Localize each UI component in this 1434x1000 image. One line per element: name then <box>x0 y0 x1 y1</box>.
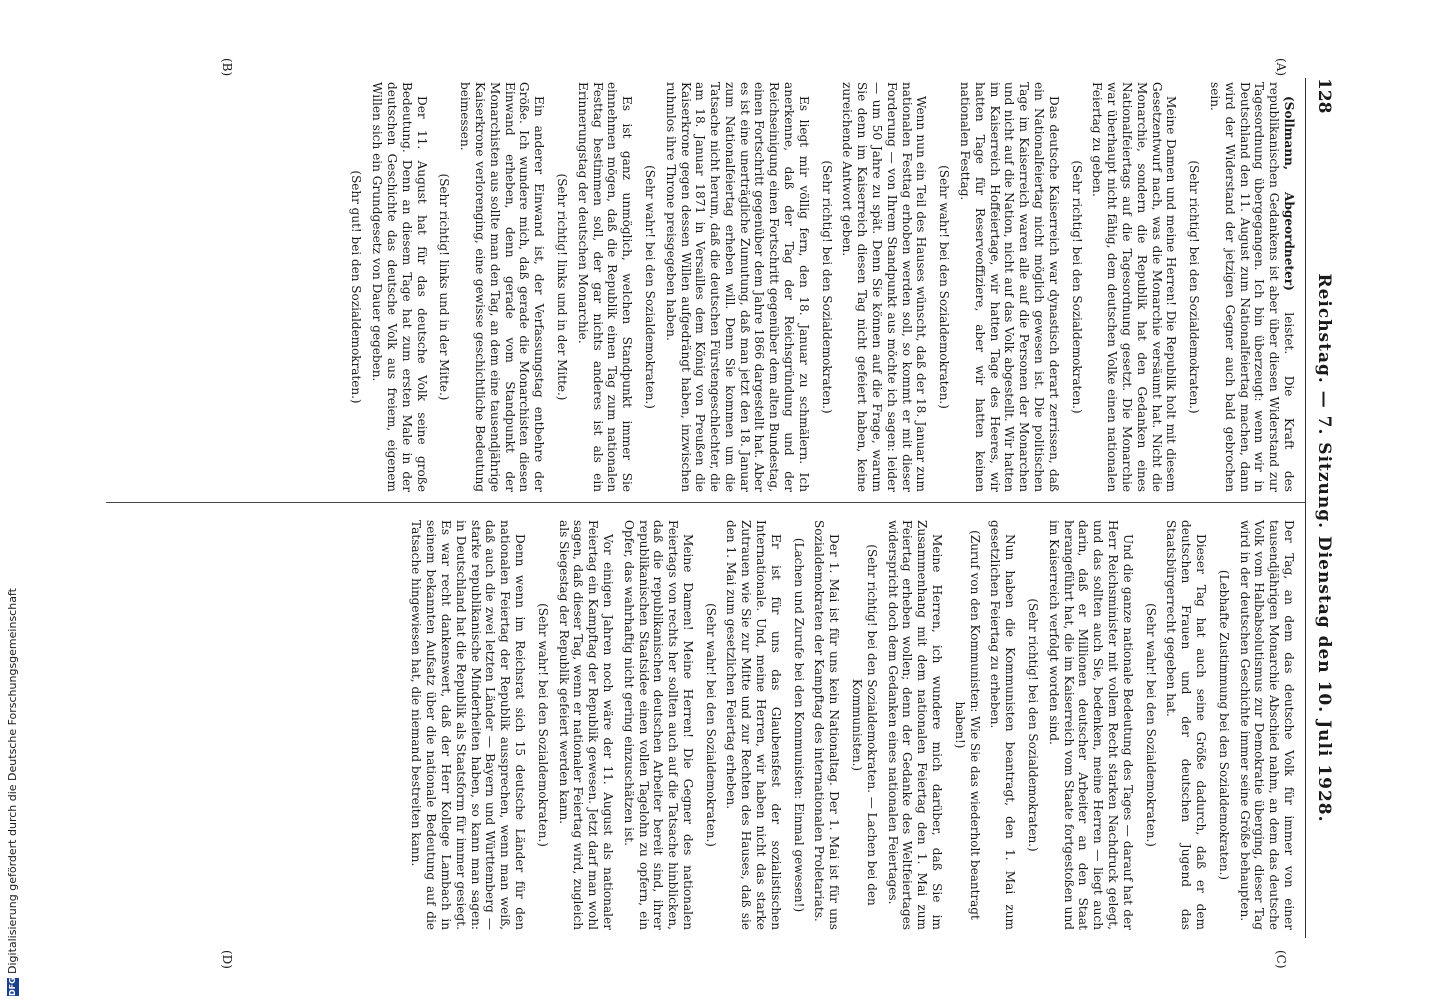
paragraph <box>1164 520 1208 930</box>
paragraph <box>369 82 428 492</box>
paragraph-text: Das deutsche Kaiserreich war dynastisch derart zerrissen, daß ein Nationalfeiertag nicht möglich gewesen ist. Die politischen Tage im Kaiserreich waren alle auf die Personen der Monarchen und nicht auf die Nation, nicht auf das Volk abgestellt. Wir hatten im Kaiserreich Hoffeiertage, wir hatten Tage des Heeres, wir hatten Tage für Reserveoffiziere, aber wir hatten keinen nationalen Festtag. <box>958 82 1061 492</box>
page-header <box>1294 78 1334 938</box>
paragraph-text: Vor einigen Jahren noch wäre der 11. August als nationaler Feiertag ein Kampftag der Republik gewesen. Jetzt darf man wohl sagen, daß dieser Tag, wenn er nationaler Feiertag wird, zugleich als Siegestag der Republik gefeiert werden kann. <box>556 520 615 930</box>
paragraph-text: leistet. Die Kraft des republikanischen Gedankens ist aber über diesen Widerstand zur Tagesordnung übergegangen. Ich bin überzeugt: wenn wir in Deutschland den 11. August zum Nationalfeiertag machen, dann wird der Widerstand der jetzigen Gegner auch bald gebrochen sein. <box>1208 82 1296 492</box>
interjection: (Sehr richtig! bei den Sozialdemokraten.) <box>1187 160 1202 414</box>
paragraph-text: Der 11. August hat für das deutsche Volk seine große Bedeutung. Denn an diesem Tage hat zum ersten Male in der deutschen Geschichte das deutsche Volk aus freiem, eigenem Willen sich ein Grundgesetz von Dauer gegeben. <box>370 82 429 492</box>
paragraph <box>724 520 783 930</box>
paragraph <box>885 520 944 930</box>
left-column <box>341 82 1296 492</box>
paragraph <box>663 82 811 492</box>
interjection: (Sehr richtig! links und in der Mitte.) <box>437 173 452 401</box>
page-number: 128 <box>1314 78 1334 114</box>
paragraph <box>988 520 1018 930</box>
interjection: (Sehr wahr! bei den Sozialdemokraten.) <box>1143 603 1158 847</box>
paragraph <box>1207 82 1296 492</box>
paragraph-text: Meine Damen und meine Herren! Die Republik holt mit diesem Gesetzentwurf nach, was die Monarchie versäumt hat. Nicht die Monarchie, sondern die Republik hat den Gedanken eines Nationalfeiertags auf die Tagesordnung gesetzt. Die Monarchie war überhaupt nicht fähig, dem deutschen Volke einen nationalen Feiertag zu geben. <box>1090 82 1179 492</box>
digitization-note <box>6 0 19 996</box>
paragraph <box>556 520 615 930</box>
interjection: (Sehr wahr! bei den Sozialdemokraten.) <box>642 165 657 409</box>
paragraph <box>1237 520 1296 930</box>
paragraph <box>1046 520 1135 930</box>
interjection: (Sehr richtig! bei den Sozialdemokraten.) <box>1069 160 1084 414</box>
interjection: (Lebhafte Zustimmung bei den Sozialdemokraten.) <box>1216 569 1231 881</box>
interjection: (Lachen und Zurufe bei den Kommunisten: Einmal gewesen!) <box>791 537 806 913</box>
interjection: (Sehr richtig! links und in der Mitte.) <box>554 173 569 401</box>
margin-mark-a: (A) <box>1274 58 1288 77</box>
paragraph <box>457 82 546 492</box>
margin-mark-d: (D) <box>220 950 234 969</box>
paragraph <box>957 82 1061 492</box>
paragraph-text: Nun haben die Kommunisten beantragt, den 1. Mai zum gesetzlichen Feiertag zu erheben. <box>988 520 1018 930</box>
paragraph-text: Meine Herren, ich wundere mich darüber, daß Sie im Zusammenhang mit dem nationalen Feiertag den 1. Mai zum Feiertag erheben wollen; denn der Gedanke des Weltfeiertages widerspricht doch dem Gedanken eines nationalen Feiertages. <box>885 520 945 930</box>
digitization-text: Digitalisierung gefördert durch die Deutsche Forschungsgemeinschaft <box>6 588 19 974</box>
interjection: (Sehr richtig! bei den Sozialdemokraten.) <box>819 160 834 414</box>
paragraph-text: Denn wenn im Reichsrat sich 15 deutsche Länder für den nationalen Feiertag der Republik aussprechen, wenn man weiß, daß auch die zwei letzten Länder — Bayern und Württemberg — starke republikanische Minderheiten haben, so kann man sagen: in Deutschland hat die Republik als Staatsform für immer gesiegt. Es war recht dankenswert, daß der Herr Kollege Lambach in seinem bekannten Aufsatz über die nationale Bedeutung auf die Tatsache hingewiesen hat, die niemand bestreiten kann. <box>409 520 527 930</box>
speaker-label: (Sollmann, Abgeordneter) <box>1282 96 1296 291</box>
paragraph-text: Er ist für uns das Glaubensfest der sozialistischen Internationale. Und, meine Herren, wir haben nicht das starke Zutrauen wie Sie zur Mitte und zur Rechten des Hauses, daß sie den 1. Mai zum gesetzlichen Feiertag erheben. <box>724 520 783 930</box>
header-divider <box>1305 78 1306 938</box>
right-column <box>403 520 1296 930</box>
paragraph-text: Es liegt mir völlig fern, den 18. Januar zu schmälern. Ich anerkenne, daß der Tag der Reichsgründung und der Reichseinigung einen Fortschritt gegenüber dem alten Bundestag, einen Fortschritt gegenüber dem Jahre 1866 dargestellt hat. Aber es ist eine unerträgliche Zumutung, daß man jetzt den 18. Januar zum Nationalfeiertag erheben will. Denn Sie kommen um die Tatsache nicht herum, daß die deutschen Fürstengeschlechter, die am 18. Januar 1871 in Versailles dem König von Preußen die Kaiserkrone gegen dessen Willen aufgedrängt haben, inzwischen ruhmlos ihre Throne preisgegeben haben. <box>663 82 811 492</box>
paragraph-text: Der 1. Mai ist für uns kein Nationaltag. Der 1. Mai ist für uns Sozialdemokraten der Kampftag des internationalen Proletariats. <box>812 520 842 930</box>
interjection: (Sehr wahr! bei den Sozialdemokraten.) <box>703 603 718 847</box>
dfg-logo: DFG <box>7 977 17 996</box>
paragraph <box>840 82 929 492</box>
paragraph-text: Der Tag, an dem das deutsche Volk für immer von einer tausendjährigen Monarchie Abschied nahm, an dem das deutsche Volk vom Halbabsolutismus zur Demokratie überging, dieser Tag wird in der deutschen Geschichte immer seine Größe behaupten. <box>1237 520 1296 930</box>
paragraph <box>409 520 527 930</box>
paragraph-text: Es ist ganz unmöglich, welchen Standpunkt immer Sie einnehmen mögen, daß die Republik einen Tag zum nationalen Festtag bestimmen soll, der gar nichts anderes ist als ein Erinnerungstag der deutschen Monarchie. <box>575 82 635 492</box>
paragraph-text: Und die ganze nationale Bedeutung des Tages — darauf hat der Herr Reichsminister mit vollem Recht starken Nachdruck gelegt, und das sollten auch Sie, bedenken, meine Herren — liegt auch darin, daß er Millionen deutscher Arbeiter an den Staat herangeführt hat, die im Kaiserreich vom Staate fortgestoßen und im Kaiserreich verfolgt worden sind. <box>1046 520 1135 930</box>
interjection: (Sehr gut! bei den Sozialdemokraten.) <box>349 170 364 404</box>
paragraph <box>621 520 695 930</box>
margin-mark-b: (B) <box>220 58 234 77</box>
interjection: (Sehr wahr! bei den Sozialdemokraten.) <box>535 603 550 847</box>
paragraph-text: Wenn nun ein Teil des Hauses wünscht, daß der 18. Januar zum nationalen Festtag erhoben werden soll, so kommt er mit dieser Forderung — von Ihrem Standpunkt aus möchte ich sagen: leider — um 50 Jahre zu spät. Denn Sie können auf die Frage, warum Sie denn im Kaiserreich diesen Tag nicht gefeiert haben, keine zureichende Antwort geben. <box>840 82 929 492</box>
interjection: (Sehr wahr! bei den Sozialdemokraten.) <box>937 165 952 409</box>
margin-mark-c: (C) <box>1274 950 1288 969</box>
paragraph <box>812 520 842 930</box>
paragraph <box>1090 82 1179 492</box>
column-divider <box>106 502 1306 503</box>
interjection: (Zuruf von den Kommunisten: Wie Sie das wiederholt beantragt haben!) <box>952 530 982 920</box>
paragraph-text: Dieser Tag hat auch seine Größe dadurch, daß er dem deutschen Frauen und der deutschen Jugend das Staatsbürgerrecht gegeben hat. <box>1164 520 1209 930</box>
interjection: (Sehr richtig! bei den Sozialdemokraten.) <box>1026 598 1041 852</box>
interjection: (Sehr richtig! bei den Sozialdemokraten. — Lachen bei den Kommunisten.) <box>850 544 879 906</box>
paragraph-text: Ein anderer Einwand ist, der Verfassungstag entbehre der Größe. Ich wundere mich, daß gerade die Monarchisten diesen Einwand erheben, denn gerade vom Standpunkt der Monarchisten aus sollte man den Tag, an dem eine tausendjährige Kaiserkrone verlorenging, eine gewisse geschichtliche Bedeutung beimessen. <box>458 82 547 492</box>
paragraph-text: Meine Damen! Meine Herren! Die Gegner des nationalen Feiertags von rechts her sollten auch auf die Tatsache hinblicken, daß die republikanischen deutschen Arbeiter bereit sind, ihrer republikanischen Staatsidee einen vollen Tagelohn zu opfern, ein Opfer, das wahrhaftig nicht gering einzuschätzen ist. <box>621 520 695 930</box>
paragraph <box>575 82 634 492</box>
page-title: Reichstag. — 7. Sitzung. Dienstag den 10. Juli 1928. <box>1314 273 1334 823</box>
